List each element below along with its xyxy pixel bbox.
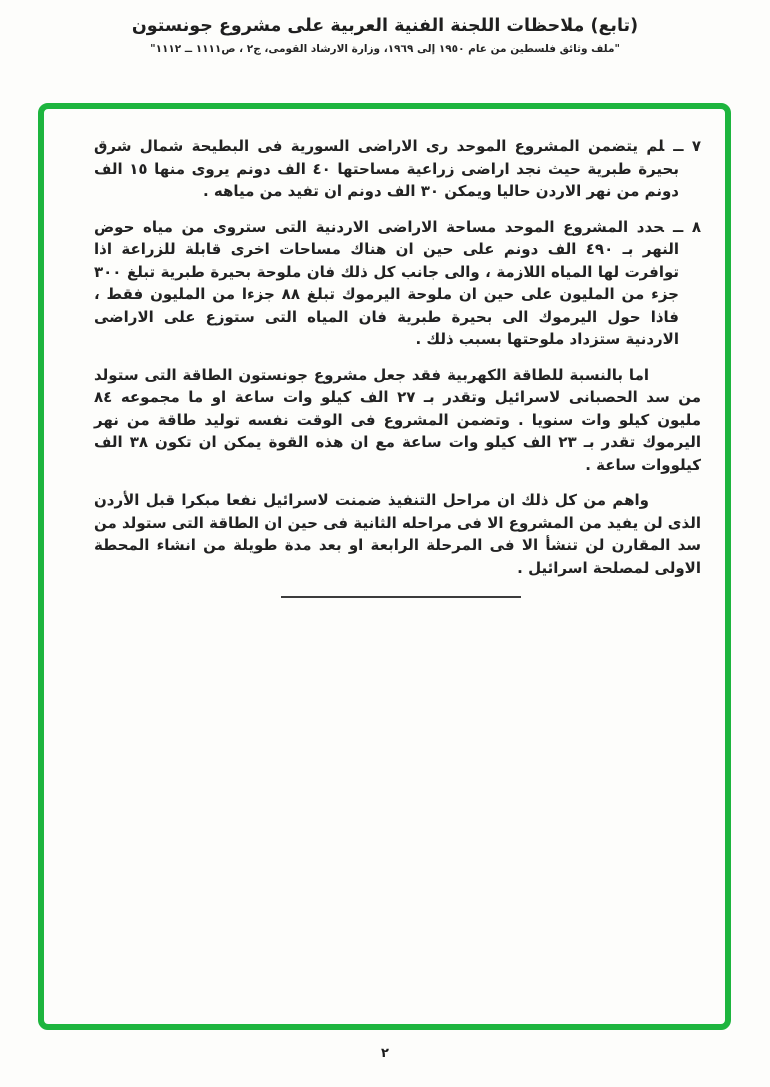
paragraph-7-text: لم يتضمن المشروع الموحد رى الاراضى السورية فى البطيحة شمال شرق بحيرة طبرية حيث نجد اراضى زراعية مساحتها ٤٠ الف دونم يروى منها ١٥ الف دونم من نهر الاردن حاليا ويمكن ٣٠ الف دونم ان تفيد من مياهه .	[94, 137, 679, 200]
page-number: ٢	[381, 1046, 389, 1061]
paragraph-implementation-stages: واهم من كل ذلك ان مراحل التنفيذ ضمنت لاسرائيل نفعا مبكرا قبل الأردن الذى لن يفيد من المشروع الا فى مراحله الثانية فى حين ان الطاقة التى ستولد من سد المقارن لن تنشأ الا فى المرحلة الرابعة او بعد مدة طويلة من انشاء المحطة الاولى لمصلحة اسرائيل .	[94, 491, 701, 577]
section-divider	[281, 596, 521, 598]
paragraph-electric-power: اما بالنسبة للطاقة الكهربية فقد جعل مشروع جونستون الطاقة التى ستولد من سد الحصبانى لاسرائيل وتقدر بـ ٢٧ الف كيلو وات ساعة او ما مجموعه ٨٤ مليون كيلو وات سنويا . وتضمن المشروع فى الوقت نفسه توليد طاقة من نهر اليرموك تقدر بـ ٢٣ الف كيلو وات ساعة مع ان هذه القوة يمكن ان تكون ٣٨ الف كيلووات ساعة .	[94, 365, 702, 474]
paragraph-7-marker: ٧ ــ	[673, 137, 701, 155]
paragraph-8	[94, 216, 701, 351]
document-header	[0, 16, 770, 55]
paragraph-7	[94, 135, 701, 203]
page-title: (تابع) ملاحظات اللجنة الفنية العربية على مشروع جونستون	[131, 16, 639, 36]
paragraph-8-marker: ٨ ــ	[672, 217, 701, 236]
paragraph-8-text: حدد المشروع الموحد مساحة الاراضى الاردنية التى ستروى من مياه حوض النهر بـ ٤٩٠ الف دونم على حين ان هناك مساحات اخرى قابلة للزراعة اذا توافرت لها المياه اللازمة ، والى جانب كل ذلك فان ملوحة بحيرة طبرية تبلغ ٣٠٠ جزء من المليون على حين ان ملوحة اليرموك تبلغ ٨٨ جزءا من المليون فقط ، فاذا حول اليرموك الى بحيرة طبرية فان المياه التى ستوزع على الاراضى الاردنية ستزداد ملوحتها بسبب ذلك .	[94, 217, 679, 348]
document-body	[44, 109, 725, 598]
source-citation: "ملف وثائق فلسطين من عام ١٩٥٠ إلى ١٩٦٩، وزارة الارشاد القومى، ج٢ ، ص١١١١ ــ ١١١٢"	[150, 43, 620, 55]
